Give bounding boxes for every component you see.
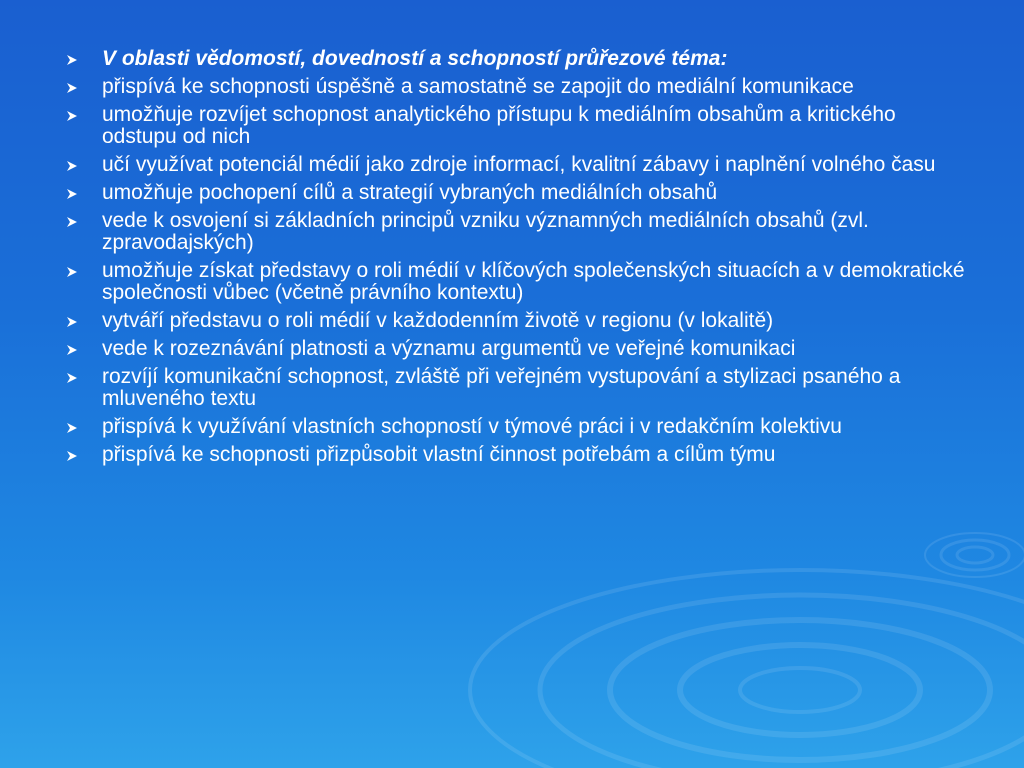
list-item	[66, 104, 966, 148]
list-item-text: přispívá ke schopnosti přizpůsobit vlastní činnost potřebám a cílům týmu	[102, 443, 776, 466]
arrowhead-bullet-icon	[66, 422, 78, 434]
arrowhead-bullet-icon	[66, 54, 78, 66]
list-item-text: přispívá k využívání vlastních schopností v týmové práci i v redakčním kolektivu	[102, 415, 842, 438]
arrowhead-bullet-icon	[66, 316, 78, 328]
list-item-text: vede k osvojení si základních principů vzniku významných mediálních obsahů (zvl. zpravodajských)	[102, 209, 869, 254]
list-item	[66, 416, 966, 438]
arrowhead-bullet-icon	[66, 82, 78, 94]
arrowhead-bullet-icon	[66, 344, 78, 356]
arrowhead-bullet-icon	[66, 266, 78, 278]
arrowhead-bullet-icon	[66, 450, 78, 462]
list-item-text: vytváří představu o roli médií v každodenním životě v regionu (v lokalitě)	[102, 309, 774, 332]
bullet-heading	[66, 48, 966, 70]
list-item-text: vede k rozeznávání platnosti a významu argumentů ve veřejné komunikaci	[102, 337, 796, 360]
bullet-list	[66, 48, 966, 472]
list-item-text: umožňuje pochopení cílů a strategií vybraných mediálních obsahů	[102, 181, 718, 204]
list-item	[66, 76, 966, 98]
list-item	[66, 338, 966, 360]
list-item	[66, 182, 966, 204]
list-item	[66, 260, 966, 304]
heading-text: V oblasti vědomostí, dovedností a schopností průřezové téma:	[102, 47, 728, 70]
arrowhead-bullet-icon	[66, 160, 78, 172]
list-item	[66, 366, 966, 410]
arrowhead-bullet-icon	[66, 110, 78, 122]
arrowhead-bullet-icon	[66, 216, 78, 228]
arrowhead-bullet-icon	[66, 188, 78, 200]
list-item-text: rozvíjí komunikační schopnost, zvláště při veřejném vystupování a stylizaci psaného a mluveného textu	[102, 365, 901, 410]
list-item-text: učí využívat potenciál médií jako zdroje informací, kvalitní zábavy i naplnění volného času	[102, 153, 936, 176]
arrowhead-bullet-icon	[66, 372, 78, 384]
list-item	[66, 210, 966, 254]
list-item	[66, 444, 966, 466]
list-item	[66, 310, 966, 332]
list-item-text: přispívá ke schopnosti úspěšně a samostatně se zapojit do mediální komunikace	[102, 75, 854, 98]
list-item	[66, 154, 966, 176]
list-item-text: umožňuje rozvíjet schopnost analytického přístupu k mediálním obsahům a kritického odstupu od nich	[102, 103, 896, 148]
list-item-text: umožňuje získat představy o roli médií v klíčových společenských situacích a v demokratické společnosti vůbec (včetně právního kontextu)	[102, 259, 965, 304]
